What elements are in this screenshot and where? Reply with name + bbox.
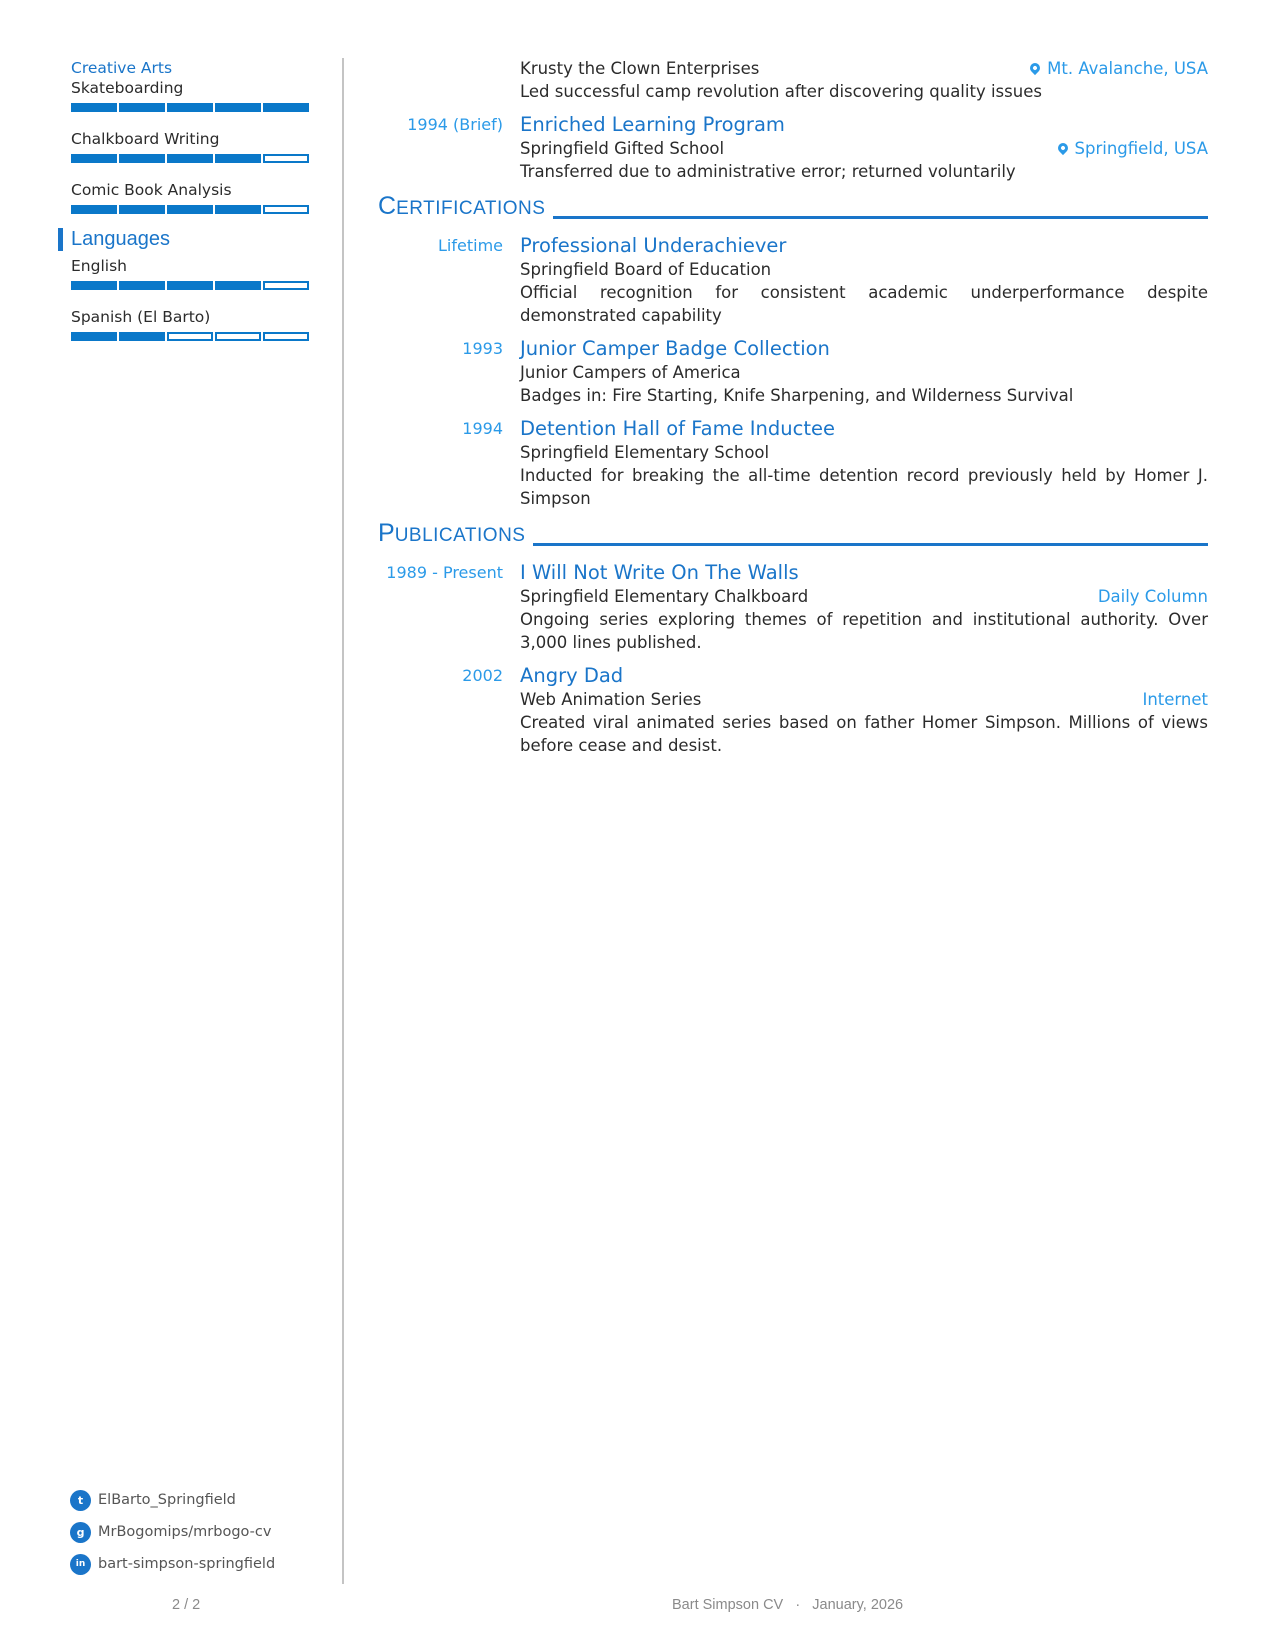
level-segment-filled	[167, 103, 213, 112]
entry-org: Springfield Elementary Chalkboard	[520, 587, 809, 606]
publication-entry	[378, 663, 1208, 757]
skill-name: Chalkboard Writing	[71, 130, 220, 148]
certification-entry	[378, 416, 1208, 510]
entry-medium: Daily Column	[1097, 587, 1208, 606]
location-text: Mt. Avalanche, USA	[1047, 59, 1208, 78]
entry-org-row	[520, 259, 1208, 281]
section-rule	[533, 543, 1208, 546]
skill-item	[71, 78, 311, 112]
level-segment-filled	[71, 205, 117, 214]
entry-org-row	[520, 442, 1208, 464]
skill-category-title: Creative Arts	[71, 59, 173, 77]
github-handle[interactable]: MrBogomips/mrbogo-cv	[98, 1524, 272, 1540]
level-segment-empty	[263, 281, 309, 290]
section-title-initial: C	[378, 192, 397, 220]
level-segment-empty	[263, 154, 309, 163]
language-name: English	[71, 257, 127, 275]
level-segment-filled	[119, 205, 165, 214]
level-segment-filled	[215, 205, 261, 214]
page-number: 2 / 2	[172, 1597, 201, 1613]
entry-org-row	[520, 586, 1208, 608]
language-name: Spanish (El Barto)	[71, 308, 211, 326]
level-segment-filled	[71, 281, 117, 290]
section-rule	[553, 216, 1208, 219]
languages-heading	[71, 226, 311, 252]
footer-doc-title: Bart Simpson CV	[672, 1597, 784, 1613]
twitter-icon: t	[70, 1490, 91, 1511]
level-segment-filled	[215, 154, 261, 163]
level-segment-filled	[167, 154, 213, 163]
entry-date: 1989 - Present	[386, 563, 503, 582]
entry-location	[1030, 58, 1208, 80]
education-entry	[378, 58, 1208, 103]
footer-doc-info	[672, 1597, 903, 1613]
twitter-link[interactable]	[70, 1490, 330, 1510]
entry-date: 2002	[462, 666, 503, 685]
entry-title: Angry Dad	[520, 664, 624, 687]
level-segment-filled	[119, 103, 165, 112]
github-link[interactable]	[70, 1522, 330, 1542]
publication-entry	[378, 560, 1208, 654]
skill-level-bar	[71, 154, 309, 163]
skill-name: Comic Book Analysis	[71, 181, 232, 199]
entry-org-row	[520, 138, 1208, 160]
footer-date: January, 2026	[812, 1597, 904, 1613]
entry-title: Detention Hall of Fame Inductee	[520, 417, 835, 440]
level-segment-empty	[263, 332, 309, 341]
language-level-bar	[71, 281, 309, 290]
entry-description: Created viral animated series based on father Homer Simpson. Millions of views before cease and desist.	[520, 713, 1208, 755]
entry-org: Springfield Gifted School	[520, 139, 725, 158]
github-icon: g	[70, 1522, 91, 1543]
section-title-rest: ERTIFICATIONS	[396, 198, 546, 219]
skill-name: Skateboarding	[71, 79, 184, 97]
level-segment-filled	[71, 103, 117, 112]
level-segment-filled	[263, 103, 309, 112]
map-pin-icon	[1055, 141, 1069, 155]
entry-org: Springfield Board of Education	[520, 260, 772, 279]
entry-description: Led successful camp revolution after discovering quality issues	[520, 82, 1042, 101]
entry-title: Professional Underachiever	[520, 234, 787, 257]
languages-heading-text: Languages	[71, 228, 170, 250]
entry-date: 1994	[462, 419, 503, 438]
footer-separator: ·	[795, 1597, 801, 1613]
entry-location	[1058, 138, 1208, 160]
certification-entry	[378, 233, 1208, 327]
entry-date: 1994 (Brief)	[407, 115, 503, 134]
skill-item	[71, 129, 311, 163]
entry-description: Transferred due to administrative error; returned voluntarily	[520, 162, 1016, 181]
entry-title: I Will Not Write On The Walls	[520, 561, 799, 584]
language-item	[71, 256, 311, 290]
level-segment-filled	[167, 281, 213, 290]
section-title-rest: UBLICATIONS	[394, 525, 526, 546]
skill-level-bar	[71, 103, 309, 112]
certification-entry	[378, 336, 1208, 407]
entry-description: Badges in: Fire Starting, Knife Sharpening, and Wilderness Survival	[520, 386, 1074, 405]
entry-title: Enriched Learning Program	[520, 113, 785, 136]
entry-title: Junior Camper Badge Collection	[520, 337, 830, 360]
entry-date: 1993	[462, 339, 503, 358]
entry-org-row	[520, 689, 1208, 711]
map-pin-icon	[1028, 61, 1042, 75]
section-title	[378, 519, 525, 550]
skill-item	[71, 180, 311, 214]
entry-org-row	[520, 58, 1208, 80]
twitter-handle[interactable]: ElBarto_Springfield	[98, 1492, 236, 1508]
sidebar	[71, 58, 311, 358]
level-segment-empty	[215, 332, 261, 341]
linkedin-handle[interactable]: bart-simpson-springfield	[98, 1556, 276, 1572]
level-segment-empty	[263, 205, 309, 214]
entry-org: Springfield Elementary School	[520, 443, 770, 462]
level-segment-filled	[119, 154, 165, 163]
entry-org: Web Animation Series	[520, 690, 702, 709]
level-segment-filled	[215, 281, 261, 290]
column-divider	[342, 58, 344, 1584]
location-text: Springfield, USA	[1074, 139, 1208, 158]
certifications-section-header	[378, 192, 1208, 223]
level-segment-filled	[119, 332, 165, 341]
level-segment-filled	[215, 103, 261, 112]
entry-medium: Internet	[1142, 690, 1208, 709]
main-content	[378, 58, 1208, 766]
entry-description: Official recognition for consistent academic underperformance despite demonstrated capability	[520, 283, 1208, 325]
level-segment-filled	[71, 154, 117, 163]
section-title	[378, 192, 545, 223]
entry-description: Ongoing series exploring themes of repetition and institutional authority. Over 3,000 lines published.	[520, 610, 1208, 652]
linkedin-icon: in	[70, 1554, 91, 1575]
level-segment-empty	[167, 332, 213, 341]
entry-description: Inducted for breaking the all-time detention record previously held by Homer J. Simpson	[520, 466, 1208, 508]
linkedin-link[interactable]	[70, 1554, 330, 1574]
level-segment-filled	[119, 281, 165, 290]
section-title-initial: P	[378, 519, 395, 547]
level-segment-filled	[71, 332, 117, 341]
skill-level-bar	[71, 205, 309, 214]
language-level-bar	[71, 332, 309, 341]
education-entry	[378, 112, 1208, 183]
entry-org-row	[520, 362, 1208, 384]
language-item	[71, 307, 311, 341]
heading-accent-bar	[58, 228, 63, 251]
level-segment-filled	[167, 205, 213, 214]
entry-org: Krusty the Clown Enterprises	[520, 59, 760, 78]
publications-section-header	[378, 519, 1208, 550]
entry-date: Lifetime	[438, 236, 503, 255]
entry-org: Junior Campers of America	[520, 363, 741, 382]
social-links	[70, 1490, 330, 1586]
